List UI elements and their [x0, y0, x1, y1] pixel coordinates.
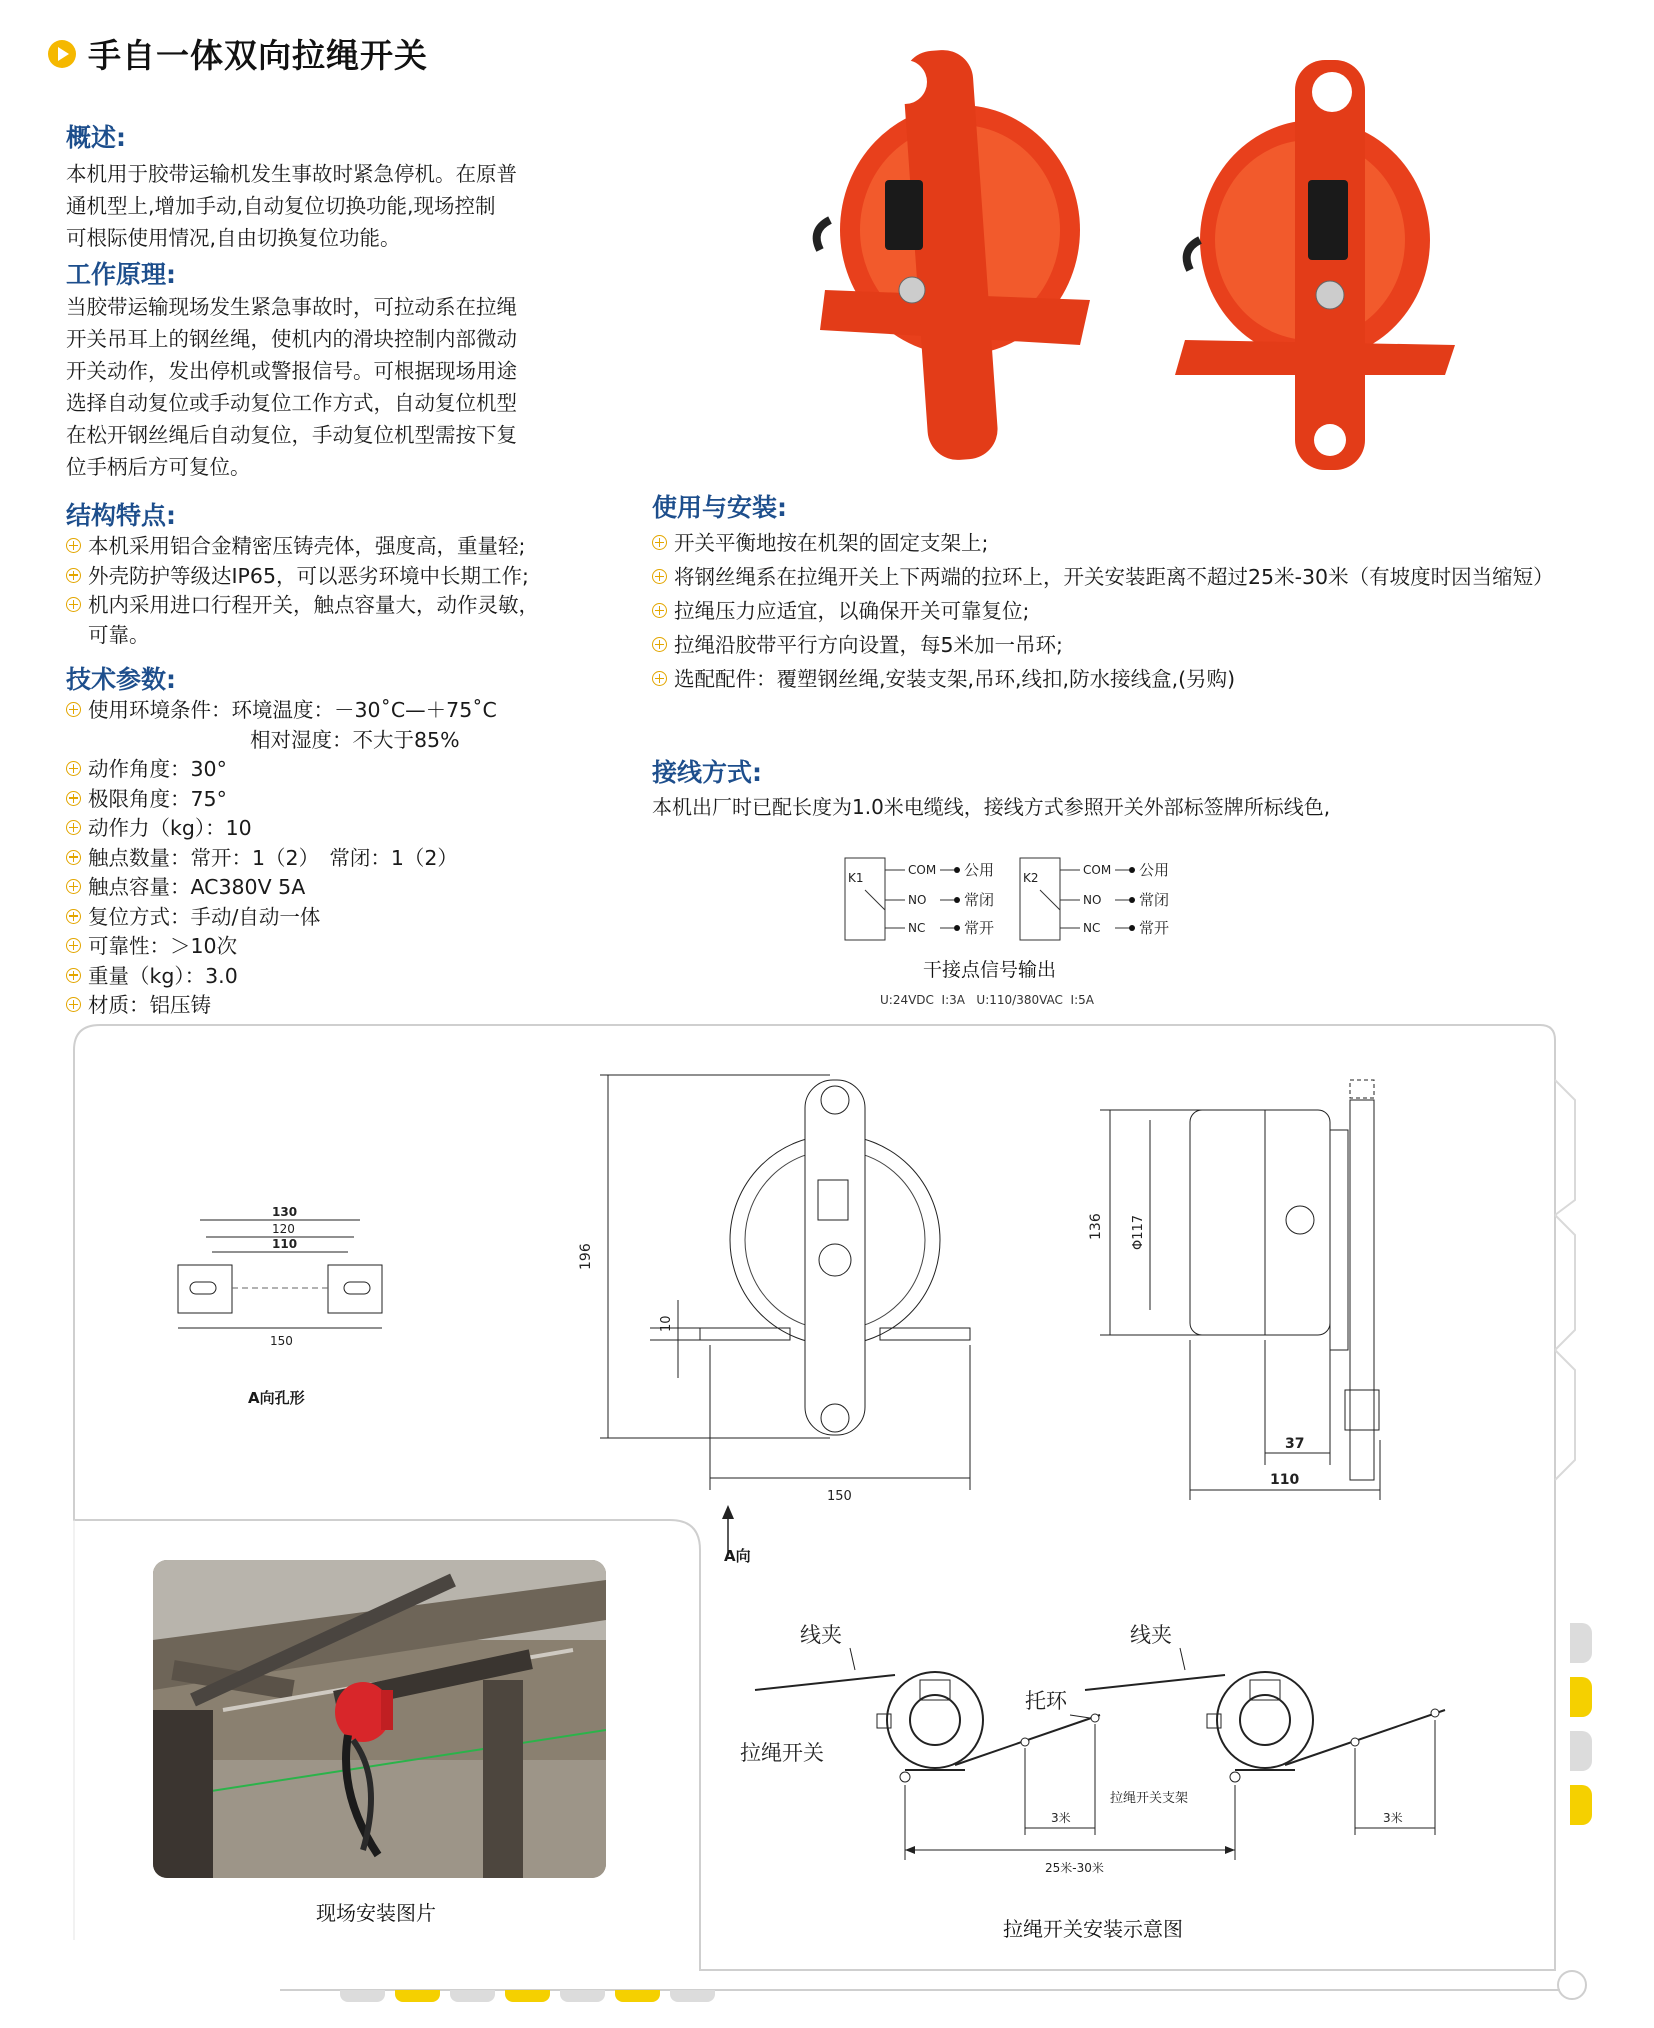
changkai-label: 常开: [964, 919, 995, 937]
m3-label-2: 3米: [1383, 1811, 1403, 1825]
clamp-label-1: 线夹: [800, 1623, 842, 1647]
side-tab-yellow: [1570, 1785, 1592, 1825]
site-install-photo: [153, 1560, 606, 1878]
side-tab-yellow: [1570, 1677, 1592, 1717]
com-label: COM: [1083, 863, 1112, 877]
overview-line: 可根际使用情况,自由切换复位功能。: [66, 226, 401, 250]
install-caption: 拉绳开关安装示意图: [1003, 1917, 1183, 1941]
principle-line: 开关动作，发出停机或警报信号。可根据现场用途: [66, 359, 517, 383]
a-view-label: A向孔形: [248, 1389, 305, 1407]
dim-120: 120: [272, 1222, 295, 1236]
wiring-caption: 干接点信号输出: [923, 959, 1057, 981]
principle-line: 选择自动复位或手动复位工作方式，自动复位机型: [66, 391, 517, 415]
usage-heading: 使用与安装:: [652, 493, 787, 522]
features-item-text: 外壳防护等级达IP65，可以恶劣环境中长期工作;: [88, 563, 529, 588]
bottom-tab-gray: [670, 1990, 715, 2002]
switch-label: 拉绳开关: [740, 1741, 824, 1765]
dim-110: 110: [272, 1237, 298, 1251]
no-label: NO: [1083, 893, 1102, 907]
specs-item-text: 可靠性：＞10次: [88, 934, 238, 958]
bottom-tab-yellow: [505, 1990, 550, 2002]
changbi-label: 常闭: [964, 891, 995, 909]
specs-heading: 技术参数:: [66, 665, 176, 694]
span-label: 25米-30米: [1045, 1861, 1104, 1875]
principle-heading: 工作原理:: [66, 260, 176, 289]
changbi-label: 常闭: [1139, 891, 1170, 909]
ring-label: 托环: [1025, 1689, 1067, 1713]
specs-item-text: 触点容量：AC380V 5A: [88, 875, 306, 899]
specs-item-text: 重量（kg）：3.0: [88, 963, 238, 988]
dim-37: 37: [1285, 1436, 1305, 1452]
a-view-drawing: [140, 1190, 460, 1360]
install-schematic: [740, 1620, 1455, 1900]
overview-heading: 概述:: [66, 123, 126, 152]
dim-117: Φ117: [1131, 1214, 1146, 1250]
com-label: COM: [908, 863, 937, 877]
gong-label: 公用: [964, 861, 995, 879]
features-item-text: 本机采用铝合金精密压铸壳体，强度高，重量轻;: [88, 534, 526, 558]
features-continuation: 可靠。: [88, 622, 150, 647]
nc-label: NC: [1083, 921, 1101, 935]
specs-item-text: 动作力（kg）：10: [88, 816, 252, 840]
side-tab-gray: [1570, 1731, 1592, 1771]
usage-item-text: 拉绳沿胶带平行方向设置，每5米加一吊环;: [674, 633, 1063, 657]
dim-136: 136: [1088, 1213, 1104, 1240]
bottom-tabs: [340, 1990, 715, 2002]
no-label: NO: [908, 893, 927, 907]
clamp-label-2: 线夹: [1130, 1623, 1172, 1647]
dim-150a: 150: [270, 1334, 293, 1348]
principle-line: 开关吊耳上的钢丝绳，使机内的滑块控制内部微动: [66, 327, 517, 351]
overview-line: 本机用于胶带运输机发生事故时紧急停机。在原普: [66, 162, 517, 186]
features-item-text: 机内采用进口行程开关，触点容量大，动作灵敏，: [88, 593, 539, 617]
bottom-tab-gray: [450, 1990, 495, 2002]
usage-item-text: 将钢丝绳系在拉绳开关上下两端的拉环上，开关安装距离不超过25米-30米（有坡度时因当缩短）: [674, 565, 1554, 589]
principle-line: 在松开钢丝绳后自动复位，手动复位机型需按下复: [66, 423, 517, 447]
overview-line: 通机型上,增加手动,自动复位切换功能,现场控制: [66, 194, 496, 218]
k2-label: K2: [1023, 871, 1039, 885]
specs-item-text: 触点数量：常开：1（2） 常闭：1（2）: [88, 845, 458, 870]
page-title: 手自一体双向拉绳开关: [88, 36, 428, 75]
principle-line: 位手柄后方可复位。: [66, 455, 251, 479]
features-heading: 结构特点:: [66, 501, 176, 530]
specs-humidity-text: 相对湿度：不大于85%: [250, 727, 460, 752]
bracket-label: 拉绳开关支架: [1110, 1791, 1189, 1806]
usage-item-text: 拉绳压力应适宜，以确保开关可靠复位;: [674, 599, 1030, 623]
side-view-drawing: [1080, 1070, 1420, 1510]
bottom-tab-gray: [560, 1990, 605, 2002]
front-view-drawing: [580, 1060, 1000, 1510]
bottom-tab-gray: [340, 1990, 385, 2002]
dim-110b: 110: [1270, 1472, 1300, 1488]
gong-label: 公用: [1139, 861, 1170, 879]
specs-item-text: 材质：铝压铸: [88, 993, 211, 1017]
bottom-tab-yellow: [615, 1990, 660, 2002]
dim-10: 10: [659, 1315, 674, 1332]
specs-item-text: 极限角度：75°: [88, 786, 227, 811]
dim-196: 196: [578, 1243, 594, 1270]
side-tab-gray: [1570, 1623, 1592, 1663]
principle-line: 当胶带运输现场发生紧急事故时，可拉动系在拉绳: [66, 295, 517, 319]
wiring-ratings: U:24VDC I:3A U:110/380VAC I:5A: [880, 993, 1094, 1007]
switch-symbol-1: [877, 1672, 983, 1782]
dim-150b: 150: [827, 1489, 852, 1504]
wiring-text: 本机出厂时已配长度为1.0米电缆线，接线方式参照开关外部标签牌所标线色,: [652, 795, 1331, 819]
bottom-tab-yellow: [395, 1990, 440, 2002]
changkai-label: 常开: [1139, 919, 1170, 937]
nc-label: NC: [908, 921, 926, 935]
wiring-heading: 接线方式:: [652, 758, 762, 787]
dim-130: 130: [272, 1205, 298, 1219]
specs-item-text: 动作角度：30°: [88, 757, 227, 781]
m3-label-1: 3米: [1051, 1811, 1071, 1825]
photo-caption: 现场安装图片: [316, 1901, 436, 1925]
specs-env-text: 使用环境条件：环境温度：－30˚C—＋75˚C: [88, 698, 497, 722]
switch-symbol-2: [1207, 1672, 1313, 1782]
k1-label: K1: [848, 871, 864, 885]
specs-item-text: 复位方式：手动/自动一体: [88, 904, 321, 929]
a-direction-label: A向: [724, 1547, 751, 1565]
usage-item-text: 开关平衡地按在机架的固定支架上;: [674, 531, 989, 555]
usage-item-text: 选配配件：覆塑钢丝绳,安装支架,吊环,线扣,防水接线盒,(另购): [674, 667, 1236, 691]
